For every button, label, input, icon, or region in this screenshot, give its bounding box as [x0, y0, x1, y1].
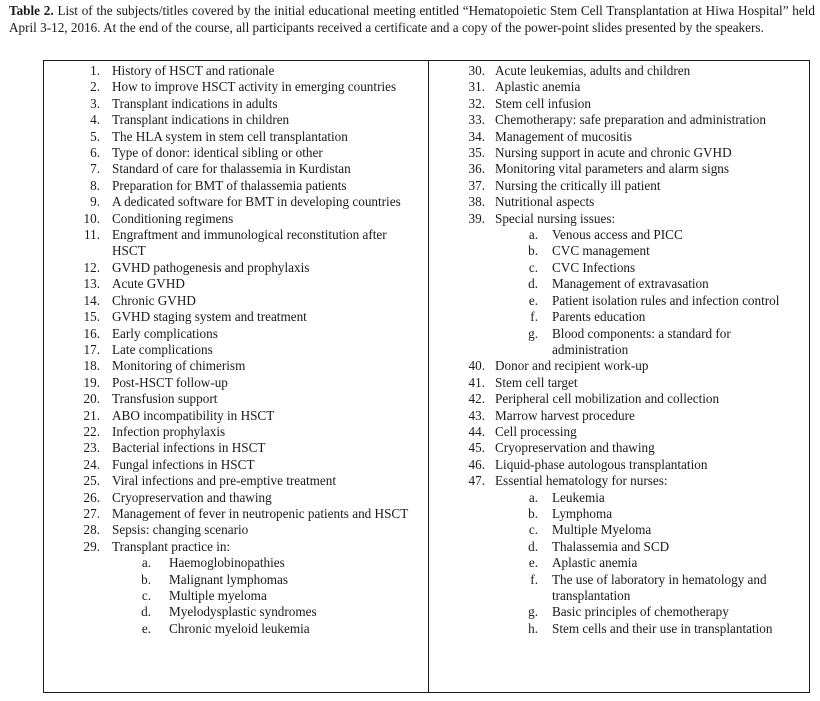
sub-list-item: [429, 621, 809, 637]
list-item: [44, 194, 424, 210]
list-item: [429, 424, 809, 440]
item-number: 38.: [468, 194, 485, 210]
sub-list-item: [429, 490, 809, 506]
item-title: Peripheral cell mobilization and collection: [495, 391, 720, 407]
item-number: 25.: [83, 473, 100, 489]
sub-item-title: Aplastic anemia: [552, 555, 638, 571]
item-number: 39.: [468, 210, 485, 226]
item-title: ABO incompatibility in HSCT: [112, 407, 275, 423]
item-number: 7.: [90, 161, 100, 177]
list-item: [44, 161, 424, 177]
sub-item-title: Stem cells and their use in transplantation: [552, 620, 773, 636]
sub-item-letter: a.: [528, 227, 538, 243]
item-title: Nursing support in acute and chronic GVHD: [495, 145, 732, 161]
item-number: 12.: [83, 259, 100, 275]
list-item: [44, 79, 424, 95]
sub-list-item: [44, 588, 424, 604]
item-title: Donor and recipient work-up: [495, 358, 649, 374]
item-number: 3.: [90, 95, 100, 111]
list-item: [429, 79, 809, 95]
list-item: [44, 293, 424, 309]
list-item: [429, 473, 809, 489]
list-item: [44, 227, 424, 260]
sub-item-letter: b.: [528, 505, 538, 521]
sub-item-letter: f.: [530, 571, 538, 587]
sub-item-letter: a.: [141, 555, 151, 571]
table-label: Table 2.: [9, 3, 54, 18]
list-item: [44, 473, 424, 489]
item-number: 18.: [83, 358, 100, 374]
sub-item-title: CVC Infections: [552, 259, 636, 275]
item-title: Stem cell target: [495, 374, 578, 390]
list-item: [44, 522, 424, 538]
item-title: Management of mucositis: [495, 128, 632, 144]
list-item: [44, 375, 424, 391]
item-number: 19.: [83, 374, 100, 390]
item-title: GVHD pathogenesis and prophylaxis: [112, 259, 310, 275]
item-title: Chemotherapy: safe preparation and administration: [495, 112, 766, 128]
list-item: [429, 194, 809, 210]
list-item: [44, 506, 424, 522]
list-item: [44, 260, 424, 276]
item-title: Transplant practice in:: [112, 538, 231, 554]
sub-list-item: [429, 293, 809, 309]
sub-item-title: Myelodysplastic syndromes: [169, 604, 317, 620]
list-item: [44, 440, 424, 456]
sub-item-title: The use of laboratory in hematology and transplantation: [552, 571, 767, 603]
item-number: 24.: [83, 456, 100, 472]
sub-item-letter: c.: [141, 588, 151, 603]
sub-item-title: CVC management: [552, 243, 650, 259]
subjects-table: [43, 60, 810, 693]
item-number: 27.: [83, 505, 100, 521]
item-number: 43.: [468, 407, 485, 423]
item-number: 15.: [83, 309, 100, 325]
sub-item-letter: c.: [528, 259, 538, 275]
table-caption: [9, 2, 815, 36]
item-number: 36.: [468, 161, 485, 177]
caption-text: List of the subjects/titles covered by the initial educational meeting entitled “Hematopoietic Stem Cell Transplantation at Hiwa Hospital” held April 3-12, 2016. At the end of the course, all participants received a certificate and a copy of the power-point slides presented by the speakers.: [9, 3, 816, 35]
item-title: Infection prophylaxis: [112, 423, 226, 439]
list-item: [429, 358, 809, 374]
sub-item-title: Venous access and PICC: [552, 227, 683, 243]
sub-item-title: Multiple Myeloma: [552, 522, 652, 538]
sub-item-letter: d.: [141, 604, 151, 620]
sub-item-letter: b.: [141, 571, 151, 587]
item-title: GVHD staging system and treatment: [112, 309, 307, 325]
list-item: [429, 161, 809, 177]
sub-item-title: Management of extravasation: [552, 276, 709, 292]
left-column: [44, 63, 424, 637]
sub-list-item: [429, 260, 809, 276]
list-item: [44, 342, 424, 358]
item-number: 45.: [468, 440, 485, 456]
item-number: 22.: [83, 423, 100, 439]
item-number: 32.: [468, 95, 485, 111]
list-item: [44, 408, 424, 424]
item-number: 46.: [468, 456, 485, 472]
list-item: [429, 129, 809, 145]
sub-list-item: [429, 276, 809, 292]
list-item: [44, 457, 424, 473]
sub-list-item: [429, 326, 809, 359]
sub-item-title: Thalassemia and SCD: [552, 538, 670, 554]
item-title: Liquid-phase autologous transplantation: [495, 456, 708, 472]
item-number: 6.: [90, 145, 100, 161]
list-item: [44, 539, 424, 555]
item-number: 10.: [83, 210, 100, 226]
item-title: Bacterial infections in HSCT: [112, 440, 266, 456]
list-item: [44, 490, 424, 506]
list-item: [44, 112, 424, 128]
sub-item-title: Patient isolation rules and infection control: [552, 292, 780, 308]
item-title: Nursing the critically ill patient: [495, 177, 661, 193]
sub-item-title: Lymphoma: [552, 505, 613, 521]
item-title: Chronic GVHD: [112, 292, 196, 308]
sub-list-item: [44, 572, 424, 588]
item-title: Essential hematology for nurses:: [495, 473, 668, 489]
sub-item-letter: f.: [530, 309, 538, 325]
item-number: 11.: [84, 227, 100, 243]
sub-item-letter: a.: [528, 489, 538, 505]
item-number: 8.: [90, 177, 100, 193]
sub-list-item: [429, 506, 809, 522]
sub-list-item: [429, 572, 809, 605]
item-title: Transfusion support: [112, 391, 218, 407]
item-number: 40.: [468, 358, 485, 374]
list-item: [429, 457, 809, 473]
item-title: Conditioning regimens: [112, 210, 234, 226]
item-number: 28.: [83, 522, 100, 538]
sub-list-item: [429, 555, 809, 571]
sub-item-letter: c.: [528, 522, 538, 538]
item-title: Cell processing: [495, 423, 577, 439]
item-title: Transplant indications in children: [112, 112, 290, 128]
item-number: 42.: [468, 391, 485, 407]
list-item: [44, 276, 424, 292]
list-item: [44, 326, 424, 342]
list-item: [44, 145, 424, 161]
item-number: 34.: [468, 128, 485, 144]
sub-item-letter: h.: [528, 620, 538, 636]
item-title: The HLA system in stem cell transplantation: [112, 128, 348, 144]
item-number: 13.: [83, 276, 100, 292]
list-item: [429, 63, 809, 79]
list-item: [44, 63, 424, 79]
item-number: 26.: [83, 489, 100, 505]
item-number: 47.: [468, 473, 485, 489]
sub-item-title: Parents education: [552, 309, 646, 325]
sub-item-title: Multiple myeloma: [169, 588, 267, 603]
sub-item-letter: b.: [528, 243, 538, 259]
item-number: 1.: [90, 63, 100, 78]
item-title: Type of donor: identical sibling or other: [112, 145, 323, 161]
list-item: [44, 211, 424, 227]
sub-list-item: [44, 621, 424, 637]
item-title: Nutritional aspects: [495, 194, 595, 210]
item-title: Engraftment and immunological reconstitution after HSCT: [112, 227, 387, 259]
list-item: [44, 309, 424, 325]
item-title: Aplastic anemia: [495, 79, 581, 95]
item-number: 44.: [468, 423, 485, 439]
item-number: 37.: [468, 177, 485, 193]
sub-item-title: Leukemia: [552, 489, 605, 505]
sub-item-letter: d.: [528, 276, 538, 292]
sub-item-letter: e.: [528, 292, 538, 308]
list-item: [44, 391, 424, 407]
item-title: Management of fever in neutropenic patients and HSCT: [112, 505, 409, 521]
sub-list-item: [429, 227, 809, 243]
item-title: Late complications: [112, 341, 213, 357]
item-title: Special nursing issues:: [495, 210, 616, 226]
item-title: Transplant indications in adults: [112, 95, 278, 111]
list-item: [44, 358, 424, 374]
list-item: [429, 178, 809, 194]
item-title: Stem cell infusion: [495, 95, 591, 111]
item-title: Monitoring vital parameters and alarm signs: [495, 161, 730, 177]
right-column: [429, 63, 809, 637]
sub-list-item: [44, 555, 424, 571]
item-number: 14.: [83, 292, 100, 308]
item-number: 29.: [83, 538, 100, 554]
item-title: History of HSCT and rationale: [112, 63, 275, 78]
item-title: Viral infections and pre-emptive treatment: [112, 473, 337, 489]
item-title: Acute GVHD: [112, 276, 185, 292]
item-title: Monitoring of chimerism: [112, 358, 246, 374]
sub-list-item: [44, 604, 424, 620]
sub-list-item: [429, 522, 809, 538]
item-number: 4.: [90, 112, 100, 128]
list-item: [429, 375, 809, 391]
item-title: Fungal infections in HSCT: [112, 456, 255, 472]
list-item: [429, 145, 809, 161]
item-title: Post-HSCT follow-up: [112, 374, 228, 390]
item-number: 16.: [83, 325, 100, 341]
item-number: 9.: [90, 194, 100, 210]
list-item: [429, 391, 809, 407]
item-title: Cryopreservation and thawing: [495, 440, 655, 456]
sub-item-title: Haemoglobinopathies: [169, 555, 285, 571]
item-number: 2.: [90, 79, 100, 95]
item-number: 17.: [83, 341, 100, 357]
item-title: Cryopreservation and thawing: [112, 489, 272, 505]
list-item: [44, 424, 424, 440]
sub-item-letter: e.: [528, 555, 538, 571]
sub-item-letter: d.: [528, 538, 538, 554]
sub-list-item: [429, 309, 809, 325]
item-title: Sepsis: changing scenario: [112, 522, 249, 538]
item-number: 30.: [468, 63, 485, 78]
sub-item-title: Chronic myeloid leukemia: [169, 620, 310, 636]
item-title: Marrow harvest procedure: [495, 407, 635, 423]
item-title: Preparation for BMT of thalassemia patients: [112, 177, 347, 193]
sub-item-letter: e.: [141, 620, 151, 636]
sub-item-letter: g.: [528, 604, 538, 620]
list-item: [429, 211, 809, 227]
list-item: [429, 408, 809, 424]
list-item: [429, 96, 809, 112]
item-number: 33.: [468, 112, 485, 128]
item-number: 5.: [90, 128, 100, 144]
item-number: 21.: [83, 407, 100, 423]
item-number: 20.: [83, 391, 100, 407]
item-number: 31.: [468, 79, 485, 95]
list-item: [429, 440, 809, 456]
item-number: 35.: [468, 145, 485, 161]
item-title: Acute leukemias, adults and children: [495, 63, 691, 78]
sub-item-title: Basic principles of chemotherapy: [552, 604, 729, 620]
sub-list-item: [429, 604, 809, 620]
sub-list-item: [429, 539, 809, 555]
sub-item-title: Blood components: a standard for administration: [552, 325, 731, 357]
sub-item-title: Malignant lymphomas: [169, 571, 289, 587]
sub-item-letter: g.: [528, 325, 538, 341]
item-number: 23.: [83, 440, 100, 456]
item-title: How to improve HSCT activity in emerging countries: [112, 79, 397, 95]
item-title: A dedicated software for BMT in developing countries: [112, 194, 401, 210]
item-number: 41.: [468, 374, 485, 390]
list-item: [44, 96, 424, 112]
list-item: [44, 178, 424, 194]
item-title: Standard of care for thalassemia in Kurdistan: [112, 161, 351, 177]
list-item: [44, 129, 424, 145]
sub-list-item: [429, 243, 809, 259]
item-title: Early complications: [112, 325, 218, 341]
list-item: [429, 112, 809, 128]
